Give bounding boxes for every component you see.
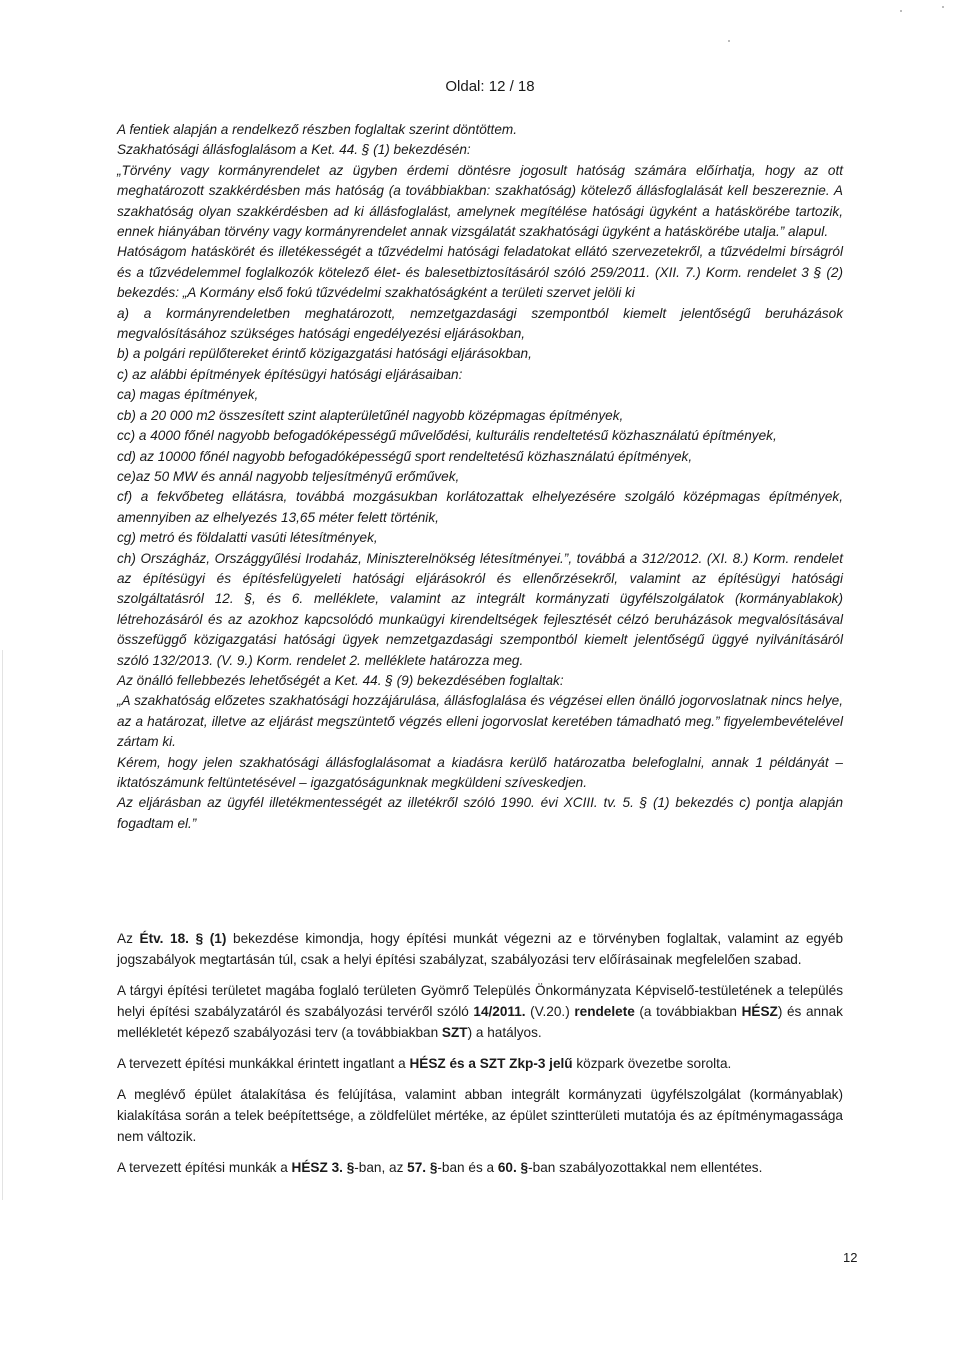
scan-edge-line xyxy=(2,650,3,1200)
list-item: c) az alábbi építmények építésügyi hatósági eljárásaiban: xyxy=(117,366,463,382)
list-item: b) a polgári repülőtereket érintő közigazgatási hatósági eljárásokban, xyxy=(117,346,532,362)
paragraph: Hatóságom hatáskörét és illetékességét a tűzvédelmi hatósági feladatokat ellátó szervezetekről, a tűzvédelmi bírságról és a tűzvédelemmel foglalkozók kötelező élet- és balesetbiztosításáról szóló 259/2011. (XII. 7.) Korm. rendelet 3 § (2) bekezdés: „A Kormány első fokú tűzvédelmi szakhatóságként a területi szervet jelöli ki xyxy=(117,244,843,301)
paragraph: „Törvény vagy kormányrendelet az ügyben érdemi döntésre jogosult hatóság számára előírhatja, hogy az ott meghatározott szakkérdésben más hatóság (a továbbiakban: szakhatóság) kötelező állásfoglalását kell beszereznie. A szakhatóság olyan szakkérdésben ad ki állásfoglalást, amelynek megítélése hatósági ügyként a hatáskörébe tartozik, ennek hiányában törvény vagy kormányrendelet annak vizsgálatát szakhatósági ügyként a hatáskörébe utalja.” alapul. xyxy=(117,162,843,240)
paragraph-zoning: A tervezett építési munkákkal érintett ingatlant a HÉSZ és a SZT Zkp-3 jelű közpark övezetbe sorolta. xyxy=(117,1056,732,1071)
paragraph: A fentiek alapján a rendelkező részben foglaltak szerint döntöttem. xyxy=(117,122,517,137)
list-item: ch) Országház, Országgyűlési Irodaház, Miniszterelnökség létesítményei.”, továbbá a 312/2012. (XI. 8.) Korm. rendelet az építésügyi és építésfelügyeleti hatósági eljárásokról és ellenőrzésekről, valamint az építésügyi hatósági szolgáltatásról 12. §, és 6. melléklete, valamint az integrált kormányzati ügyfélszolgálatok (kormányablakok) létrehozásáról és az azokhoz kapcsolódó munkaügyi kirendeltségek fejlesztését célzó beruházások megvalósításával összefüggő közigazgatási hatósági ügyek nemzetgazdasági szempontból kiemelt jelentőségű üggyé nyilvánításáról szóló 132/2013. (V. 9.) Korm. rendelet 2. melléklete határozza meg. xyxy=(117,550,843,668)
paragraph: Az eljárásban az ügyfél illetékmentességét az illetékről szóló 1990. évi XCIII. tv. 5. § (1) bekezdés c) pontja alapján fogadtam el.” xyxy=(117,795,843,831)
quoted-legal-block xyxy=(117,120,843,834)
list-item: cf) a fekvőbeteg ellátásra, továbbá mozgásukban korlátozattak elhelyezésére szolgáló középmagas építmények, amennyiben az elhelyezés 13,65 méter felett történik, xyxy=(117,489,843,525)
list-item: a) a kormányrendeletben meghatározott, nemzetgazdasági szempontból kiemelt jelentőségű beruházások megvalósításához szükséges hatósági engedélyezési eljárásokban, xyxy=(117,305,843,342)
paragraph-conformity: A tervezett építési munkák a HÉSZ 3. §-ban, az 57. §-ban és a 60. §-ban szabályozottakkal nem ellentétes. xyxy=(117,1160,763,1175)
scan-speck xyxy=(728,40,730,42)
body-text-block xyxy=(117,928,843,1188)
paragraph: Szakhatósági állásfoglalásom a Ket. 44. § (1) bekezdésén: xyxy=(117,142,471,158)
list-item: ca) magas építmények, xyxy=(117,387,259,403)
paragraph-etv: Az Étv. 18. § (1) bekezdése kimondja, hogy építési munkát végezni az e törvényben foglaltak, valamint az egyéb jogszabályok megtartásán túl, csak a helyi építési szabályzat, szabályozási terv előírásainak megfelelően szabad. xyxy=(117,931,844,967)
scan-speck xyxy=(900,10,902,12)
scan-speck xyxy=(942,6,944,8)
list-item: ce)az 50 MW és annál nagyobb teljesítményű erőművek, xyxy=(117,468,460,484)
list-item: cc) a 4000 főnél nagyobb befogadóképességű művelődési, kulturális rendeltetésű közhasználatú építmények, xyxy=(117,428,777,444)
page-number: 12 xyxy=(843,1250,858,1265)
list-item: cd) az 10000 főnél nagyobb befogadóképességű sport rendeltetésű közhasználatú építmények, xyxy=(117,448,693,464)
paragraph-building: A meglévő épület átalakítása és felújítása, valamint abban integrált kormányzati ügyfélszolgálat (kormányablak) kialakítása során a telek beépítettsége, a zöldfelület mértéke, az épület szintterületi mutatója és az építménymagassága nem változik. xyxy=(117,1087,843,1144)
list-item: cg) metró és földalatti vasúti létesítmények, xyxy=(117,530,378,546)
paragraph: Az önálló fellebbezés lehetőségét a Ket. 44. § (9) bekezdésében foglaltak: xyxy=(117,672,564,688)
paragraph: „A szakhatóság előzetes szakhatósági hozzájárulása, állásfoglalása és végzései ellen önálló jogorvoslatnak nincs helye, az a határozat, illetve az eljárást megszüntető végzés elleni jogorvoslat keretében támadható meg.” figyelembevételével zártam ki. xyxy=(117,693,843,750)
page-header: Oldal: 12 / 18 xyxy=(445,78,535,95)
paragraph-hesz: A tárgyi építési területet magába foglaló területen Gyömrő Település Önkormányzata Képviselő-testületének a település helyi építési szabályzatáról és szabályozási tervéről szóló 14/2011. (V.20.) rendelete (a továbbiakban HÉSZ) és annak mellékletét képező szabályozási terv (a továbbiakban SZT) a hatályos. xyxy=(117,983,843,1040)
list-item: cb) a 20 000 m2 összesített szint alapterületűnél nagyobb középmagas építmények, xyxy=(117,407,624,423)
paragraph: Kérem, hogy jelen szakhatósági állásfoglalásomat a kiadásra kerülő határozatba belefoglalni, annak 1 példányát – iktatószámunk feltüntetésével – igazgatóságunknak megküldeni szíveskedjen. xyxy=(117,754,843,790)
